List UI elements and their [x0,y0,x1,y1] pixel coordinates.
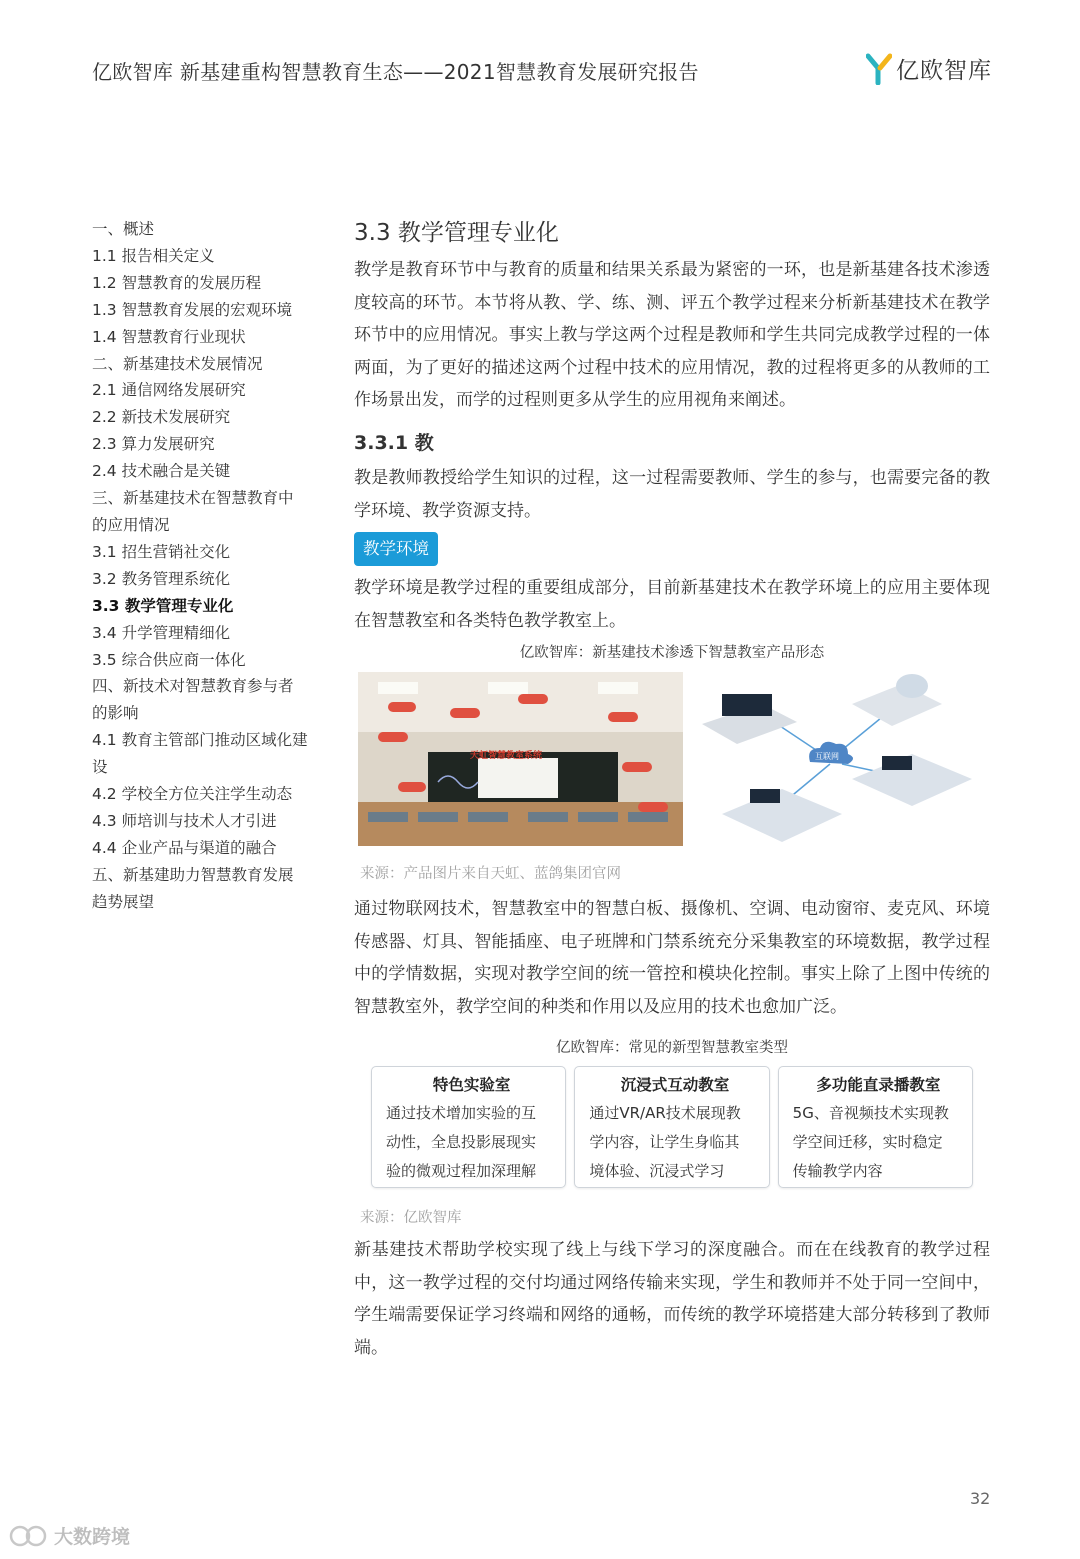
section-title: 3.3 教学管理专业化 [354,220,559,246]
intro-paragraph: 教学是教育环节中与教育的质量和结果关系最为紧密的一环，也是新基建各技术渗透度较高的环节。本节将从教、学、练、测、评五个教学过程来分析新基建技术在教学环节中的应用情况。事实上教与学这两个过程是教师和学生共同完成教学过程的一体两面，为了更好的描述这两个过程中技术的应用情况，教的过程将更多的从教师的工作场景出发，而学的过程则更多从学生的应用视角来阐述。 [354,260,990,411]
environment-paragraph: 教学环境是教学过程的重要组成部分，目前新基建技术在教学环境上的应用主要体现在智慧教室和各类特色教学教室上。 [354,578,990,631]
sub-intro-paragraph: 教是教师教授给学生知识的过程，这一过程需要教师、学生的参与，也需要完备的教学环境、教学资源支持。 [354,468,990,521]
page-number: 32 [970,1489,991,1508]
toc-item[interactable]: 设 [92,758,108,777]
figure-source-2: 来源：亿欧智库 [360,1210,462,1226]
closing-paragraph: 新基建技术帮助学校实现了线上与线下学习的深度融合。而在在线教育的教学过程中，这一教学过程的交付均通过网络传输来实现，学生和教师并不处于同一空间中，学生端需要保证学习终端和网络的通畅，而传统的教学环境搭建大部分转移到了教师端。 [354,1240,990,1358]
toc-item[interactable]: 四、新技术对智慧教育参与者 [92,677,294,696]
card-title: 多功能直录播教室 [816,1076,941,1094]
toc-item[interactable]: 4.3 师培训与技术人才引进 [92,811,277,830]
card-line: 境体验、沉浸式学习 [589,1162,725,1180]
classroom-network-diagram [702,664,992,848]
toc-item[interactable]: 2.1 通信网络发展研究 [92,381,246,400]
watermark-text: 大数跨境 [54,1526,131,1548]
toc-item[interactable]: 1.4 智慧教育行业现状 [92,327,246,346]
topic-tag: 教学环境 [354,532,438,566]
classroom-type-card [778,1066,973,1188]
toc-item[interactable]: 2.4 技术融合是关键 [92,462,231,481]
iot-paragraph: 通过物联网技术，智慧教室中的智慧白板、摄像机、空调、电动窗帘、麦克风、环境传感器、灯具、智能插座、电子班牌和门禁系统充分采集教室的环境数据，教学过程中的学情数据，实现对教学空间的统一管控和模块化控制。事实上除了上图中传统的智慧教室外，教学空间的种类和作用以及应用的技术也愈加广泛。 [354,899,990,1017]
toc-item[interactable]: 3.4 升学管理精细化 [92,623,231,642]
toc-item[interactable]: 2.2 新技术发展研究 [92,408,231,427]
toc-item[interactable]: 3.2 教务管理系统化 [92,569,231,588]
card-line: 通过技术增加实验的互 [386,1104,537,1122]
card-line: 验的微观过程加深理解 [386,1162,537,1180]
figure-caption: 亿欧智库：新基建技术渗透下智慧教室产品形态 [519,645,825,661]
card-line: 通过VR/AR技术展现教 [589,1104,741,1122]
watermark-logo-icon [8,1523,50,1549]
toc-item[interactable]: 趋势展望 [92,892,155,911]
card-body [793,1099,964,1186]
diagram-label: 互联网 [815,752,839,761]
logo-mark-icon [866,53,892,85]
toc-item[interactable]: 2.3 算力发展研究 [92,435,215,454]
figure-source: 来源：产品图片来自天虹、蓝鸽集团官网 [360,866,621,882]
subsection-title: 3.3.1 教 [354,432,434,454]
toc-item[interactable]: 五、新基建助力智慧教育发展 [92,865,294,884]
toc-item[interactable]: 3.1 招生营销社交化 [92,542,231,561]
smart-classroom-photo [358,672,683,846]
toc-item[interactable]: 4.4 企业产品与渠道的融合 [92,838,277,857]
toc-item[interactable]: 二、新基建技术发展情况 [92,354,263,373]
card-body [589,1099,760,1186]
card-body [386,1099,557,1186]
toc-item[interactable]: 1.1 报告相关定义 [92,246,215,265]
card-line: 传输教学内容 [792,1162,883,1180]
card-line: 学内容，让学生身临其 [589,1133,740,1151]
watermark [8,1522,130,1549]
toc-item[interactable]: 三、新基建技术在智慧教育中 [92,489,294,508]
figure-caption-2: 亿欧智库：常见的新型智慧教室类型 [556,1040,788,1056]
card-line: 5G、音视频技术实现教 [792,1104,949,1122]
logo-text: 亿欧智库 [896,58,992,84]
toc-item[interactable]: 4.1 教育主管部门推动区域化建 [92,731,308,750]
classroom-type-card [371,1066,566,1188]
toc-item[interactable]: 的影响 [92,704,139,723]
brand-logo [866,52,992,85]
toc-item[interactable]: 4.2 学校全方位关注学生动态 [92,785,293,804]
card-line: 动性，全息投影展现实 [386,1133,537,1151]
toc-item[interactable]: 3.3 教学管理专业化 [92,596,234,615]
toc-item[interactable]: 一、概述 [92,220,155,238]
card-title: 特色实验室 [432,1076,511,1094]
report-header-title: 亿欧智库 新基建重构智慧教育生态——2021智慧教育发展研究报告 [92,60,699,84]
toc-item[interactable]: 的应用情况 [92,515,170,534]
photo-label: 天虹智慧教室系统 [470,751,543,761]
card-line: 学空间迁移，实时稳定 [792,1133,943,1151]
classroom-type-cards [371,1066,973,1188]
table-of-contents [92,216,322,916]
toc-item[interactable]: 1.3 智慧教育发展的宏观环境 [92,300,293,319]
classroom-type-card [574,1066,769,1188]
toc-item[interactable]: 1.2 智慧教育的发展历程 [92,273,262,292]
toc-item[interactable]: 3.5 综合供应商一体化 [92,650,246,669]
card-title: 沉浸式互动教室 [620,1076,730,1094]
